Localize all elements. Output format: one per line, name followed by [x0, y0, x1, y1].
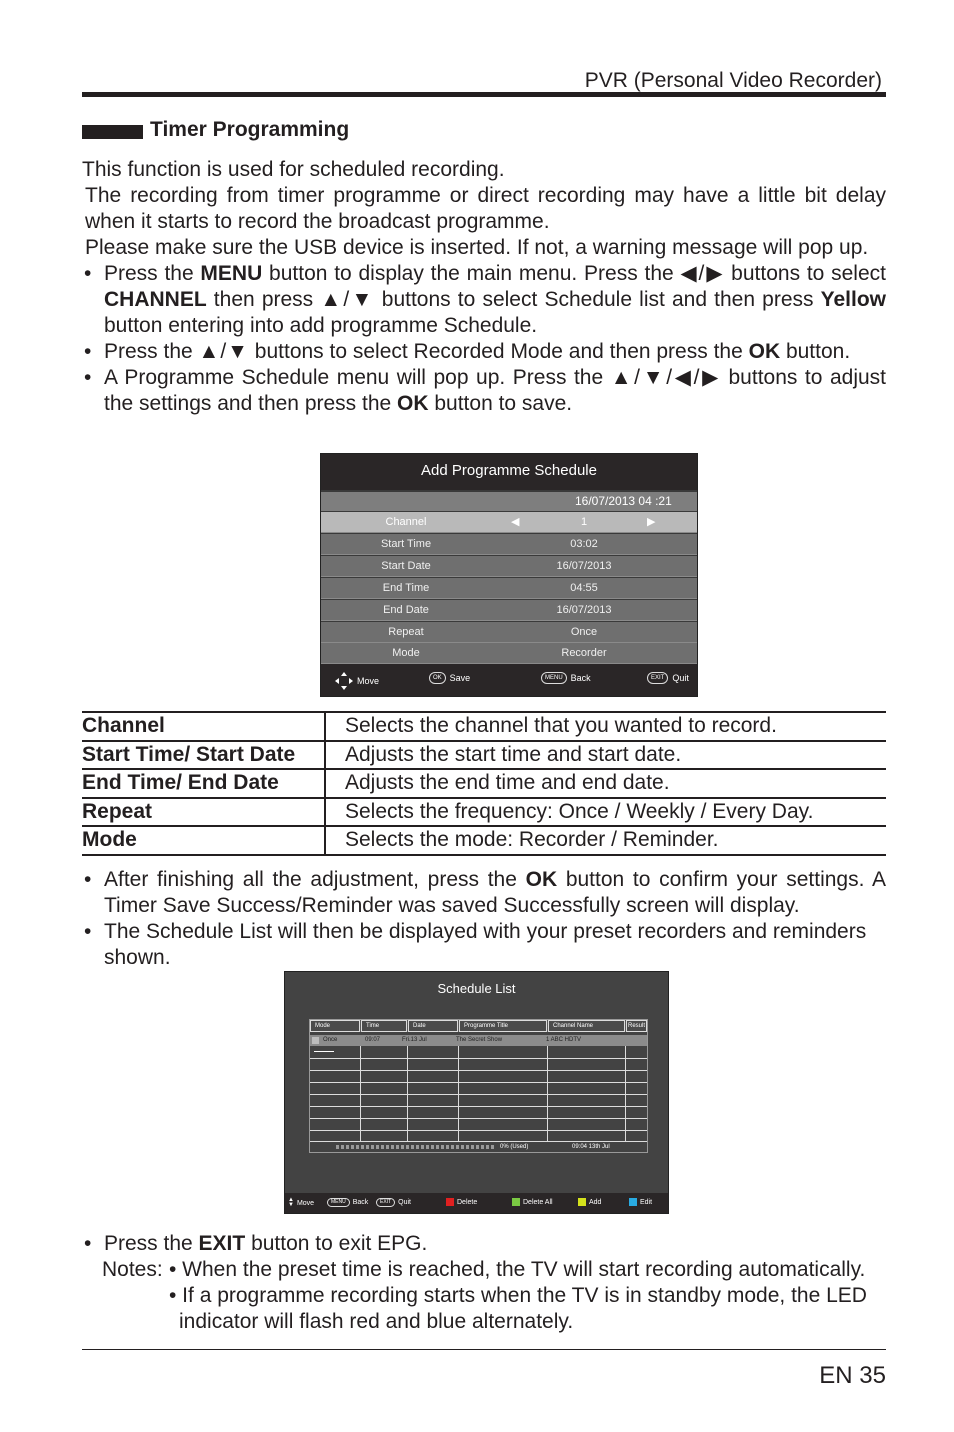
column-header: Programme Title: [459, 1020, 547, 1032]
back-hint: MENU Back: [541, 672, 591, 684]
up-down-arrow-icon: ▲/▼: [320, 288, 375, 311]
column-header: Date: [408, 1020, 458, 1032]
settings-description-table: [82, 711, 886, 856]
schedule-row-start-date[interactable]: Start Date 16/07/2013: [321, 556, 697, 577]
storage-used: 0% (Used): [500, 1144, 529, 1150]
red-key-icon: [446, 1198, 454, 1206]
section-marker-bar: [82, 125, 143, 139]
up-down-arrow-icon: ▲ ▼: [288, 1197, 294, 1208]
screen-title: Schedule List: [437, 981, 516, 996]
move-hint: ▲ ▼ Move: [288, 1197, 315, 1208]
up-down-arrow-icon: ▲/▼: [198, 340, 249, 363]
menu-key-icon: MENU: [541, 672, 567, 684]
exit-key-icon: EXIT: [376, 1198, 395, 1207]
schedule-row-end-date[interactable]: End Date 16/07/2013: [321, 600, 697, 621]
column-header: Channel Name: [548, 1020, 625, 1032]
screen-footer: [285, 1193, 668, 1213]
left-right-arrow-icon: ◀/▶: [680, 262, 725, 285]
bullet-list-2-block: [82, 867, 886, 971]
quit-hint: EXIT Quit: [376, 1198, 411, 1207]
yellow-key-icon: [578, 1198, 586, 1206]
schedule-list-screen: [284, 971, 669, 1214]
screen-footer: [321, 664, 697, 696]
row-checkbox[interactable]: [312, 1037, 319, 1044]
screen-title: Add Programme Schedule: [321, 454, 697, 490]
bullet-item: • Press the MENU button to display the main menu. Press the ◀/▶ buttons to select CHANNEL then press ▲/▼ buttons to select Schedule list and then press Yellow button entering into add programme Schedule.: [84, 262, 887, 337]
schedule-row-end-time[interactable]: End Time 04:55: [321, 578, 697, 599]
menu-key-icon: MENU: [327, 1198, 350, 1207]
schedule-row-mode[interactable]: Mode Recorder: [321, 643, 697, 664]
delete-hint: Delete: [446, 1198, 477, 1206]
edit-hint: Edit: [629, 1198, 652, 1206]
header-rule: [82, 92, 886, 97]
bullet-item: • After finishing all the adjustment, press the OK button to confirm your settings. A Timer Save Success/Reminder was saved Successfully screen will display.: [84, 868, 886, 917]
add-programme-schedule-screen: [320, 453, 698, 697]
page-header-title: PVR (Personal Video Recorder): [584, 69, 882, 92]
note-1: • When the preset time is reached, the TV will start recording automatically.: [169, 1258, 866, 1281]
section-title: Timer Programming: [150, 118, 350, 141]
ok-key-icon: OK: [429, 672, 446, 684]
bullet-item: • Press the EXIT button to exit EPG.: [84, 1232, 428, 1255]
add-hint: Add: [578, 1198, 601, 1206]
left-arrow-icon[interactable]: ◀: [511, 516, 520, 528]
page-number: EN 35: [819, 1362, 886, 1389]
move-hint: Move: [335, 672, 379, 690]
note-2: • If a programme recording starts when the TV is in standby mode, the LED: [169, 1284, 867, 1307]
table-row: Mode Selects the mode: Recorder / Reminder.: [82, 826, 886, 855]
intro-paragraph-2: The recording from timer programme or direct recording may have a little bit delay when it starts to record the broadcast programme.: [85, 184, 886, 233]
bullet-list-2: [82, 867, 886, 971]
blue-key-icon: [629, 1198, 637, 1206]
note-2-continued: indicator will flash red and blue alternately.: [179, 1310, 574, 1333]
schedule-grid: [309, 1019, 648, 1153]
bullet-item: • The Schedule List will then be displayed with your preset recorders and reminders shown.: [84, 920, 867, 969]
back-hint: MENU Back: [327, 1198, 368, 1207]
footer-rule: [82, 1349, 886, 1350]
four-way-arrow-icon: ▲/▼/◀/▶: [610, 366, 721, 389]
save-hint: OK Save: [429, 672, 470, 684]
schedule-row-channel[interactable]: Channel ◀ 1 ▶: [321, 512, 697, 533]
bullet-item: • Press the ▲/▼ buttons to select Recorded Mode and then press the OK button.: [84, 340, 851, 363]
notes: [82, 1257, 886, 1335]
intro-block: [82, 157, 886, 417]
notes-label: Notes:: [102, 1258, 163, 1281]
quit-hint: EXIT Quit: [647, 672, 689, 684]
screen-datetime: 16/07/2013 04 :21: [575, 494, 672, 508]
intro-paragraph-3: Please make sure the USB device is inserted. If not, a warning message will pop up.: [85, 236, 869, 259]
right-arrow-icon[interactable]: ▶: [647, 516, 656, 528]
status-clock: 09:04 13th Jul: [572, 1144, 610, 1150]
cursor-underline: [314, 1051, 334, 1052]
green-key-icon: [512, 1198, 520, 1206]
move-arrows-icon: [335, 672, 353, 690]
delete-all-hint: Delete All: [512, 1198, 553, 1206]
bullet-list-3: [82, 1231, 886, 1257]
storage-status-bar: [310, 1142, 647, 1152]
final-block: [82, 1231, 886, 1335]
schedule-row[interactable]: Once 09:07 Fri.13 Jul The Secret Show 1 ABC HDTV: [310, 1035, 647, 1046]
column-header: Time: [361, 1020, 407, 1032]
storage-usage-bar: [336, 1145, 496, 1149]
schedule-row-start-time[interactable]: Start Time 03:02: [321, 534, 697, 555]
column-header: Result: [626, 1020, 647, 1032]
column-header: Mode: [310, 1020, 360, 1032]
bullet-item: • A Programme Schedule menu will pop up. Press the ▲/▼/◀/▶ buttons to adjust the settings and then press the OK button to save.: [84, 366, 887, 415]
screen-datetime-bar: [321, 492, 697, 511]
table-row: Repeat Selects the frequency: Once / Weekly / Every Day.: [82, 798, 886, 827]
intro-paragraph-1: This function is used for scheduled recording.: [82, 158, 505, 181]
exit-key-icon: EXIT: [647, 672, 668, 684]
table-row: Channel Selects the channel that you wanted to record.: [82, 712, 886, 741]
table-row: Start Time/ Start Date Adjusts the start time and start date.: [82, 741, 886, 770]
bullet-list-1: [82, 261, 886, 417]
table-row: End Time/ End Date Adjusts the end time and end date.: [82, 769, 886, 798]
schedule-row-repeat[interactable]: Repeat Once: [321, 622, 697, 643]
